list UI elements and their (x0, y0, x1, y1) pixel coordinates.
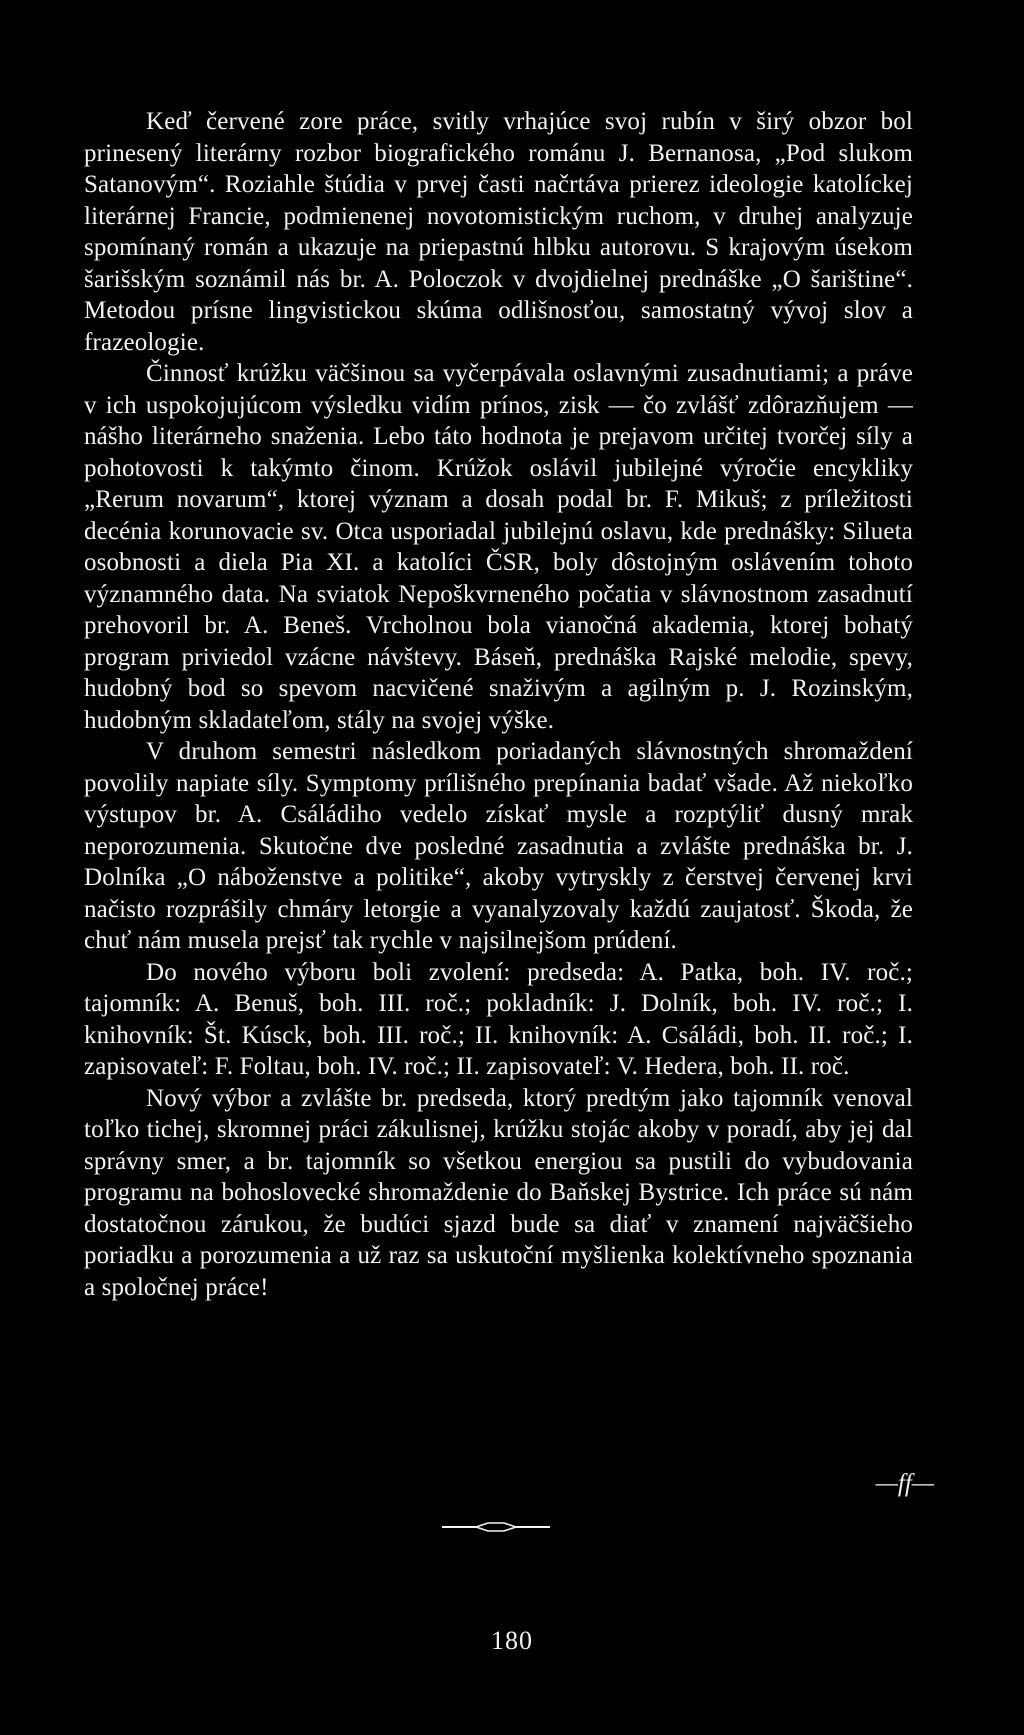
page-number: 180 (491, 1626, 533, 1655)
tilde-dash-ornament-icon (442, 1520, 550, 1534)
paragraph-closing: Nový výbor a zvlášte br. predseda, ktorý predtým jako tajomník venoval toľko tichej, skromnej práci zákulisnej, krúžku stojác akoby v poradí, aby jej dal správny smer, a br. tajomník so všetkou energiou sa pustili do vybudovania programu na bohoslovecké shromaždenie do Baňskej Bystrice. Ich práce sú nám dostatočnou zárukou, že budúci sjazd bude sa diať v znamení najväčšieho poriadku a porozumenia a už raz sa uskutoční myšlienka kolektívneho spoznania a spoločnej práce! (84, 1084, 913, 1301)
paragraph-circle-activities: Činnosť krúžku väčšinou sa vyčerpávala oslavnými zusadnutiami; a práve v ich uspokojujúcom výsledku vidím prínos, zisk — čo zvlášť zdôrazňujem — nášho literárneho snaženia. Lebo táto hodnota je prejavom určitej tvorčej síly a pohotovosti k takýmto činom. Krúžok oslávil jubilejné výročie encykliky „Rerum novarum“, ktorej význam a dosah podal br. F. Mikuš; z príležitosti decénia korunovacie sv. Otca usporiadal jubilejnú oslavu, kde prednášky: Silueta osobnosti a diela Pia XI. a katolíci ČSR, boly dôstojným oslávením tohoto významného data. Na sviatok Nepoškvrneného počatia v slávnostnom zasadnutí prehovoril br. A. Beneš. Vrcholnou bola vianočná akademia, ktorej bohatý program priviedol vzácne návštevy. Báseň, prednáška Rajské melodie, spevy, hudobný bod so spevom nacvičené snaživým a agilným p. J. Rozinským, hudobným skladateľom, stály na svojej výške. (84, 360, 913, 734)
paragraph-second-semester: V druhom semestri následkom poriadaných slávnostných shromaždení povolily napiate síly. Symptomy prílišného prepínania badať všade. Až niekoľko výstupov br. A. Csáládiho vedelo získať mysle a rozptýliť dusný mrak neporozumenia. Skutočne dve posledné zasadnutia a zvlášte prednáška br. J. Dolníka „O náboženstve a politike“, akoby vytryskly z čerstvej červenej krvi načisto rozprášily chmáry letorgie a vyanalyzovaly každú zaujatosť. Škoda, že chuť nám musela prejsť tak rychle v najsilnejšom prúdení. (84, 738, 913, 954)
paragraph-lecture-bernanos: Keď červené zore práce, svitly vrhajúce svoj rubín v širý obzor bol prinesený literárny rozbor biografického románu J. Bernanosa, „Pod slukom Satanovým“. Roziahle štúdia v prvej časti načrtáva prierez ideologie katolíckej literárnej Francie, podmienenej novotomistickým ruchom, v druhej analyzuje spomínaný román a ukazuje na priepastnú hlbku autorovu. S krajovým úsekom šarišským soznámil nás br. A. Poloczok v dvojdielnej prednáške „O šarištine“. Metodou prísne lingvistickou skúma odlišnosťou, samostatný vývoj slov a frazeologie. (84, 108, 913, 356)
paragraph-new-committee: Do nového výboru boli zvolení: predseda: A. Patka, boh. IV. roč.; tajomník: A. Benuš, boh. III. roč.; pokladník: J. Dolník, boh. IV. roč.; I. knihovník: Št. Kúsck, boh. III. roč.; II. knihovník: A. Csáládi, boh. II. roč.; I. zapisovateľ: F. Foltau, boh. IV. roč.; II. zapisovateľ: V. Hedera, boh. II. roč. (84, 958, 913, 1080)
article-body (84, 106, 913, 1303)
author-signature: —ff— (875, 1470, 934, 1497)
